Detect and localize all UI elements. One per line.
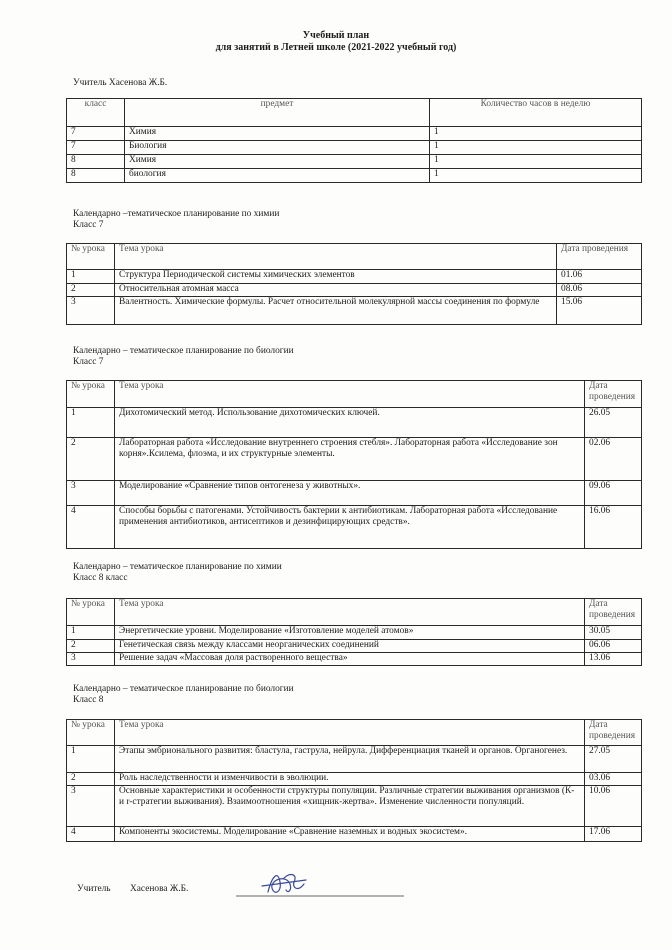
cell: Решение задач «Массовая доля растворенного вещества»	[115, 653, 585, 666]
cell: 2	[67, 284, 115, 297]
table-row	[67, 773, 642, 786]
cell: Способы борьбы с патогенами. Устойчивость бактерии к антибиотикам. Лабораторная работа «Исследование применения антибиотиков, антисептиков и дезинфицирующих средств».	[115, 506, 585, 549]
cell: Валентность. Химические формулы. Расчет относительной молекулярной массы соединения по формуле	[115, 297, 557, 325]
cell: Этапы эмбрионального развития: бластула, гаструла, нейрула. Дифференциация тканей и органов. Органогенез.	[115, 746, 585, 773]
column-header: класс	[67, 99, 125, 127]
cell: Химия	[125, 155, 430, 169]
cell: 3	[67, 297, 115, 325]
cell: Относительная атомная масса	[115, 284, 557, 297]
cell: 1	[67, 408, 115, 438]
cell: 1	[430, 141, 642, 155]
column-header: № урока	[67, 720, 115, 746]
lesson-table	[66, 380, 642, 549]
section-title: Календарно –тематическое планирование по химии	[73, 209, 280, 219]
section-heading	[73, 209, 279, 231]
cell: 3	[67, 481, 115, 506]
cell: 1	[67, 626, 115, 640]
column-header: Тема урока	[115, 720, 585, 746]
cell: 03.06	[585, 773, 642, 786]
table-row	[67, 141, 642, 155]
cell: Компоненты экосистемы. Моделирование «Сравнение наземных и водных экосистем».	[115, 827, 585, 842]
table-row	[67, 786, 642, 827]
section-title: Календарно – тематическое планирование по биологии	[73, 684, 294, 694]
table-row	[67, 640, 642, 653]
cell: 13.06	[585, 653, 642, 666]
cell: 3	[67, 786, 115, 827]
cell: 1	[430, 155, 642, 169]
column-header: Количество часов в неделю	[430, 99, 642, 127]
table-header-row	[67, 244, 642, 270]
cell: Структура Периодической системы химических элементов	[115, 270, 557, 284]
cell: 06.06	[585, 640, 642, 653]
cell: 7	[67, 127, 125, 141]
cell: 08.06	[557, 284, 642, 297]
table-row	[67, 746, 642, 773]
cell: 7	[67, 141, 125, 155]
table-header-row	[67, 381, 642, 408]
document-title	[0, 30, 672, 54]
section-title: Календарно – тематическое планирование по биологии	[73, 346, 294, 356]
column-header: предмет	[125, 99, 430, 127]
cell: 2	[67, 640, 115, 653]
cell: Лабораторная работа «Исследование внутреннего строения стебля». Лабораторная работа «Исследование зон корня».Ксилема, флоэма, и их структурные элементы.	[115, 438, 585, 481]
column-header: Тема урока	[115, 599, 585, 626]
column-header: Дата проведения	[557, 244, 642, 270]
cell: 26.05	[585, 408, 642, 438]
cell: 1	[67, 746, 115, 773]
cell: 4	[67, 827, 115, 842]
cell: Роль наследственности и изменчивости в эволюции.	[115, 773, 585, 786]
cell: 8	[67, 155, 125, 169]
cell: 1	[430, 169, 642, 183]
table-row	[67, 297, 642, 325]
cell: 3	[67, 653, 115, 666]
cell: 09.06	[585, 481, 642, 506]
column-header: Тема урока	[115, 381, 585, 408]
table-row	[67, 827, 642, 842]
column-header: Дата проведения	[585, 599, 642, 626]
cell: 10.06	[585, 786, 642, 827]
cell: Биология	[125, 141, 430, 155]
cell: 4	[67, 506, 115, 549]
section-heading	[73, 346, 294, 368]
cell: 27.05	[585, 746, 642, 773]
cell: 1	[67, 270, 115, 284]
title-line-1: Учебный план	[302, 30, 370, 41]
cell: биология	[125, 169, 430, 183]
column-header: Тема урока	[115, 244, 557, 270]
table-header-row	[67, 99, 642, 127]
cell: 01.06	[557, 270, 642, 284]
table-header-row	[67, 720, 642, 746]
cell: 1	[430, 127, 642, 141]
cell: Дихотомический метод. Использование дихотомических ключей.	[115, 408, 585, 438]
cell: Энергетические уровни. Моделирование «Изготовление моделей атомов»	[115, 626, 585, 640]
footer-role: Учитель	[77, 884, 111, 894]
cell: 15.06	[557, 297, 642, 325]
signature-icon	[228, 866, 406, 902]
section-heading	[73, 684, 294, 706]
cell: 2	[67, 773, 115, 786]
column-header: № урока	[67, 244, 115, 270]
cell: Основные характеристики и особенности структуры популяции. Различные стратегии выживания организмов (К- и r-стратегии выживания). Взаимоотношения «хищник-жертва». Изменение численности популяций.	[115, 786, 585, 827]
column-header: Дата проведения	[585, 381, 642, 408]
title-line-2: для занятий в Летней школе (2021-2022 учебный год)	[215, 42, 457, 53]
table-row	[67, 408, 642, 438]
column-header: № урока	[67, 599, 115, 626]
lesson-table	[66, 598, 642, 666]
table-row	[67, 626, 642, 640]
section-title: Календарно – тематическое планирование по химии	[73, 562, 282, 572]
table-row	[67, 438, 642, 481]
section-class: Класс 7	[73, 356, 104, 367]
table-row	[67, 169, 642, 183]
table-row	[67, 155, 642, 169]
section-class: Класс 8 класс	[73, 572, 128, 583]
cell: Моделирование «Сравнение типов онтогенеза у животных».	[115, 481, 585, 506]
section-heading	[73, 562, 282, 584]
section-class: Класс 7	[73, 219, 104, 230]
cell: 8	[67, 169, 125, 183]
table-header-row	[67, 599, 642, 626]
plan-table	[66, 98, 642, 183]
footer-name: Хасенова Ж.Б.	[130, 884, 189, 894]
cell: 30.05	[585, 626, 642, 640]
lesson-table	[66, 243, 642, 325]
cell: Химия	[125, 127, 430, 141]
cell: 16.06	[585, 506, 642, 549]
cell: 17.06	[585, 827, 642, 842]
column-header: № урока	[67, 381, 115, 408]
table-row	[67, 481, 642, 506]
column-header: Дата проведения	[585, 720, 642, 746]
teacher-line: Учитель Хасенова Ж.Б.	[73, 78, 168, 88]
cell: Генетическая связь между классами неорганических соединений	[115, 640, 585, 653]
table-row	[67, 506, 642, 549]
section-class: Класс 8	[73, 694, 104, 705]
table-row	[67, 270, 642, 284]
cell: 02.06	[585, 438, 642, 481]
lesson-table	[66, 719, 642, 842]
table-row	[67, 653, 642, 666]
table-row	[67, 284, 642, 297]
table-row	[67, 127, 642, 141]
cell: 2	[67, 438, 115, 481]
